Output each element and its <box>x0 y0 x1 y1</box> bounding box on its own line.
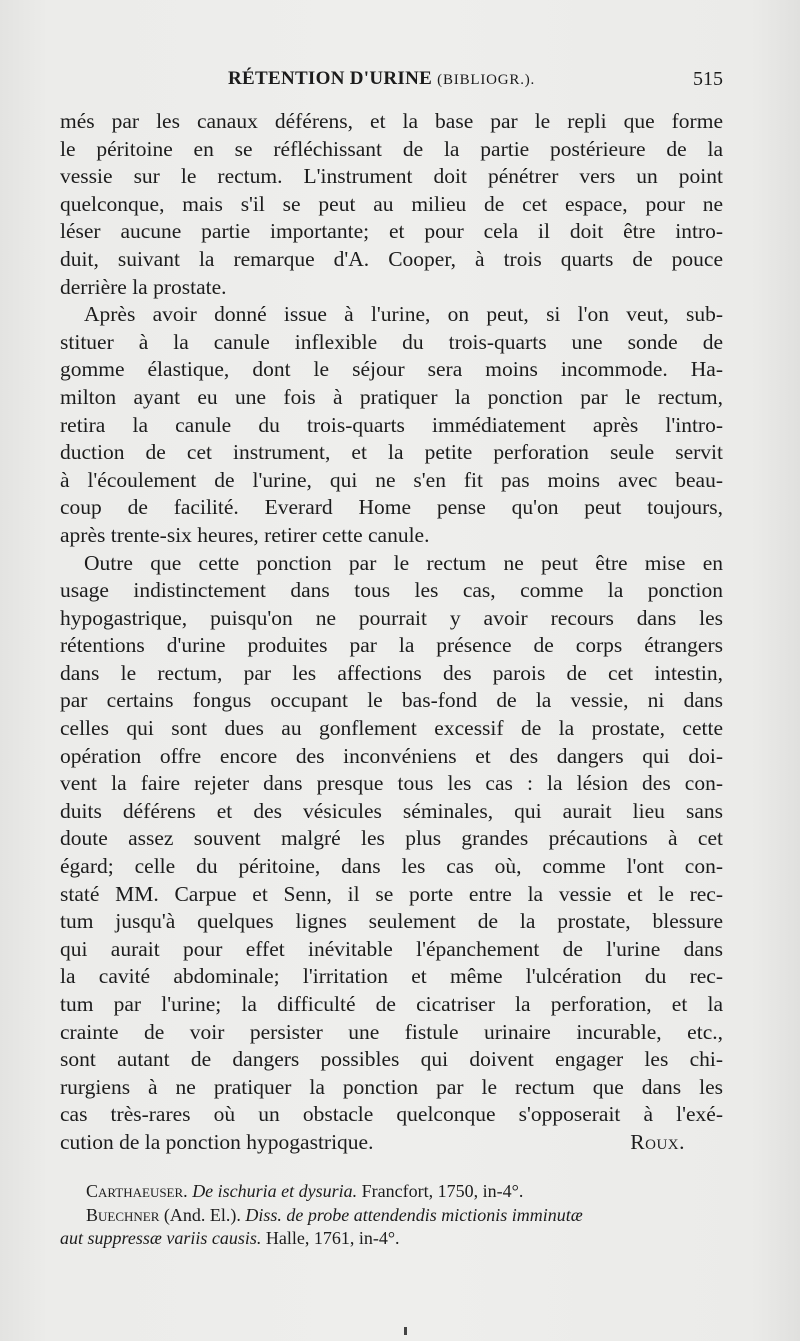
bib-author: Carthaeuser. <box>86 1181 188 1201</box>
text-line: gomme élastique, dont le séjour sera moins incommode. Ha- <box>60 357 723 382</box>
text-line: derrière la prostate. <box>60 274 227 299</box>
page-header <box>60 68 723 98</box>
bibliography-entry <box>60 1180 723 1204</box>
text-line: opération offre encore des inconvéniens et des dangers qui doi- <box>60 743 723 768</box>
text-line: milton ayant eu une fois à pratiquer la ponction par le rectum, <box>60 384 723 409</box>
bib-publication: Halle, 1761, in-4°. <box>265 1228 400 1248</box>
bib-author: Buechner <box>86 1204 160 1225</box>
text-line: hypogastrique, puisqu'on ne pourrait y avoir recours dans les <box>60 605 723 630</box>
page-number: 515 <box>693 68 723 90</box>
text-line: par certains fongus occupant le bas-fond de la vessie, ni dans <box>60 688 723 713</box>
text-line: qui aurait pour effet inévitable l'épanchement de l'urine dans <box>60 936 723 961</box>
text-line: quelconque, mais s'il se peut au milieu de cet espace, pour ne <box>60 191 723 216</box>
author-signature: Roux. <box>630 1129 685 1154</box>
closing-line <box>60 1129 723 1157</box>
text-line: vessie sur le rectum. L'instrument doit pénétrer vers un point <box>60 164 723 189</box>
running-head <box>228 68 535 90</box>
bib-publication: Francfort, 1750, in-4°. <box>361 1181 524 1201</box>
text-line: après trente-six heures, retirer cette canule. <box>60 522 430 547</box>
text-line: cas très-rares où un obstacle quelconque s'opposerait à l'exé- <box>60 1102 723 1127</box>
text-line: rétentions d'urine produites par la présence de corps étrangers <box>60 633 723 658</box>
closing-text: cution de la ponction hypogastrique. <box>60 1129 374 1154</box>
print-mark <box>404 1327 407 1335</box>
running-head-subtitle: (BIBLIOGR.). <box>437 72 536 88</box>
text-line: duit, suivant la remarque d'A. Cooper, à trois quarts de pouce <box>60 246 723 271</box>
text-line: crainte de voir persister une fistule urinaire incurable, etc., <box>60 1019 723 1044</box>
text-line: à l'écoulement de l'urine, qui ne s'en fit pas moins avec beau- <box>60 467 723 492</box>
bib-author-initials: (And. El.). <box>163 1204 241 1225</box>
text-line: le péritoine en se réfléchissant de la partie postérieure de la <box>60 136 723 161</box>
text-line: rurgiens à ne pratiquer la ponction par le rectum que dans les <box>60 1074 723 1099</box>
text-line: léser aucune partie importante; et pour cela il doit être intro- <box>60 219 723 244</box>
text-line: dans le rectum, par les affections des parois de cet intestin, <box>60 660 723 685</box>
text-line: duits déférens et des vésicules séminales, qui aurait lieu sans <box>60 798 723 823</box>
text-line: celles qui sont dues au gonflement excessif de la prostate, cette <box>60 716 723 741</box>
text-line: staté MM. Carpue et Senn, il se porte entre la vessie et le rec- <box>60 881 723 906</box>
running-head-title: RÉTENTION D'URINE <box>228 68 433 89</box>
body-text <box>60 108 723 1157</box>
text-line: més par les canaux déférens, et la base par le repli que forme <box>60 109 723 133</box>
bib-title: Diss. de probe attendendis mictionis imminutæ <box>245 1204 583 1225</box>
bibliography <box>60 1180 723 1251</box>
bibliography-entry-continued <box>60 1227 723 1251</box>
text-line: coup de facilité. Everard Home pense qu'on peut toujours, <box>60 495 723 520</box>
text-line: tum par l'urine; la difficulté de cicatriser la perforation, et la <box>60 992 723 1016</box>
bib-title: De ischuria et dysuria. <box>192 1181 358 1201</box>
text-line: doute assez souvent malgré les plus grandes précautions à cet <box>60 826 723 851</box>
text-line: Après avoir donné issue à l'urine, on peut, si l'on veut, sub- <box>84 302 723 327</box>
text-line: Outre que cette ponction par le rectum ne peut être mise en <box>84 550 723 575</box>
text-line: sont autant de dangers possibles qui doivent engager les chi- <box>60 1047 723 1072</box>
text-line: vent la faire rejeter dans presque tous les cas : la lésion des con- <box>60 771 723 796</box>
text-line: usage indistinctement dans tous les cas, comme la ponction <box>60 578 723 603</box>
text-line: égard; celle du péritoine, dans les cas où, comme l'ont con- <box>60 854 723 879</box>
bib-title-continued: aut suppressæ variis causis. <box>60 1228 262 1248</box>
text-line: la cavité abdominale; l'irritation et même l'ulcération du rec- <box>60 964 723 989</box>
text-line: stituer à la canule inflexible du trois-quarts une sonde de <box>60 329 723 354</box>
bibliography-entry <box>60 1204 723 1228</box>
text-line: retira la canule du trois-quarts immédiatement après l'intro- <box>60 412 723 437</box>
text-line: tum jusqu'à quelques lignes seulement de la prostate, blessure <box>60 909 723 934</box>
text-line: duction de cet instrument, et la petite perforation seule servit <box>60 440 723 465</box>
